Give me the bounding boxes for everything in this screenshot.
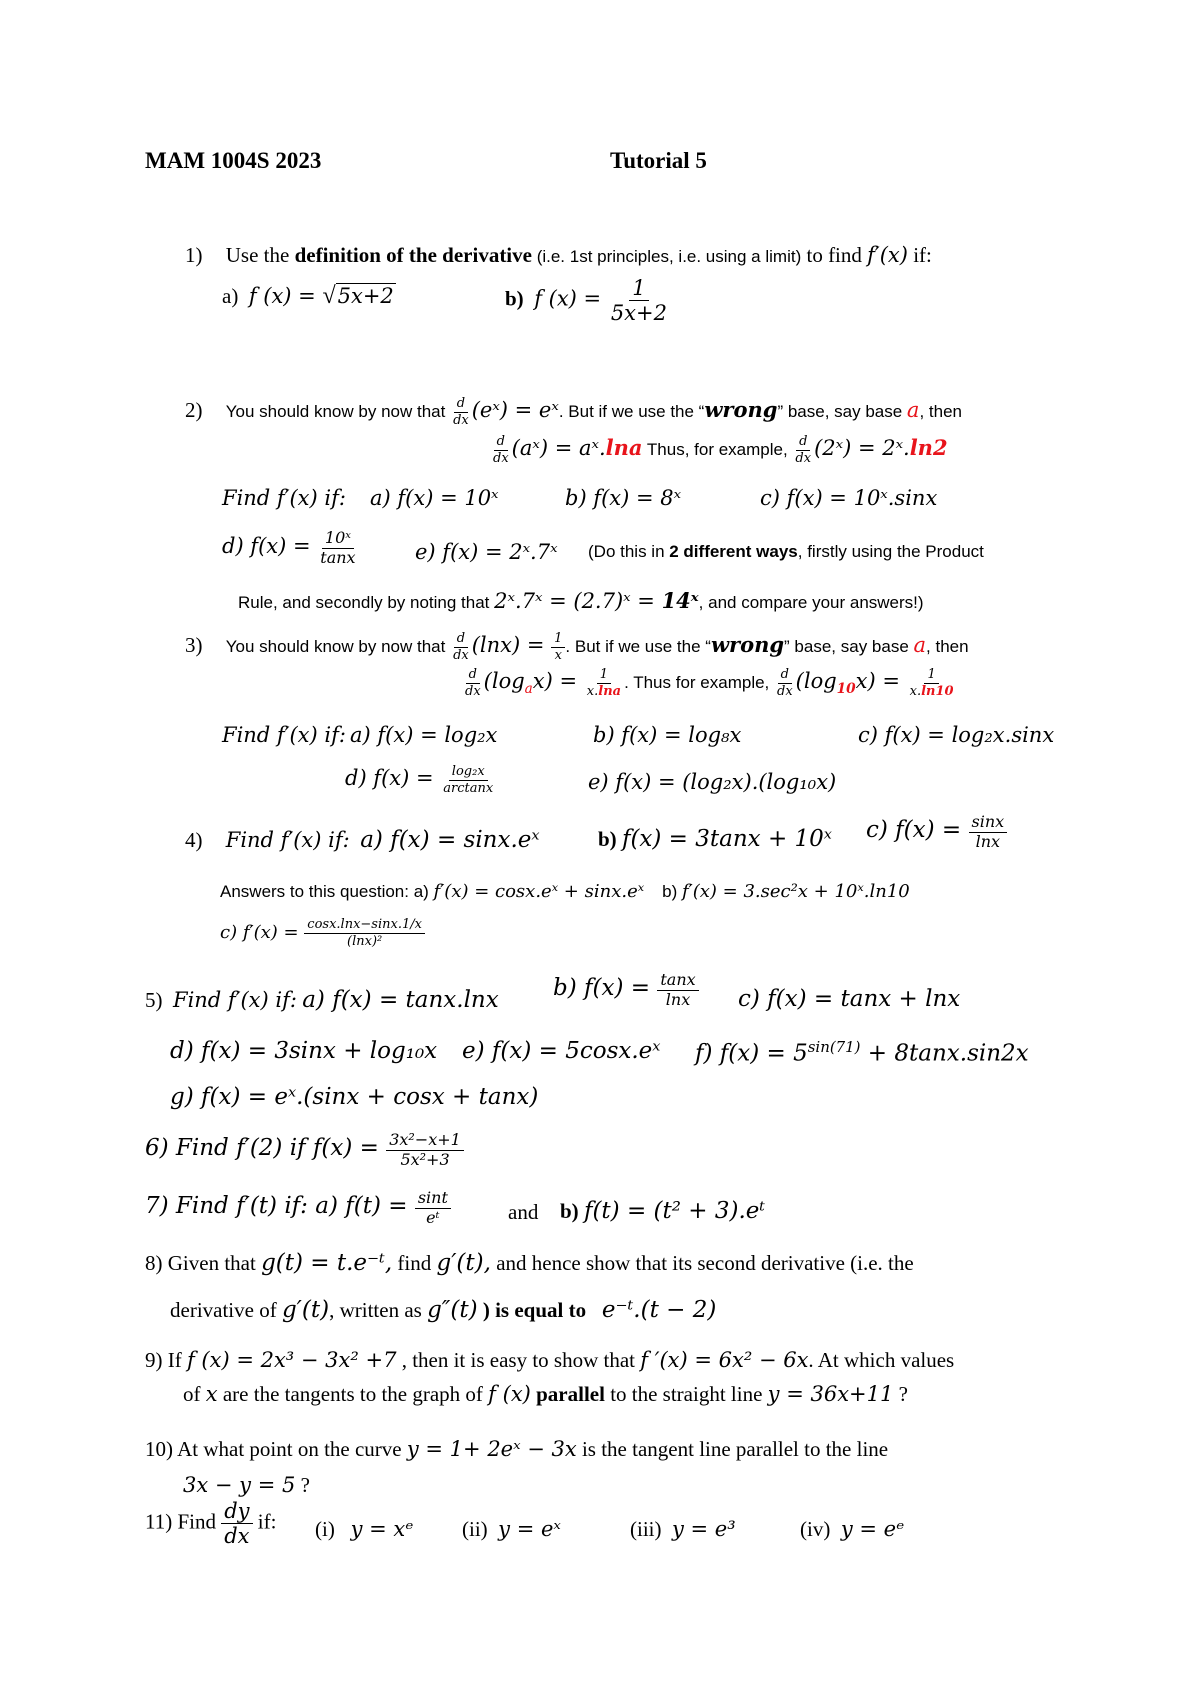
q2-l1-pre: You should know by now that (225, 402, 451, 421)
q11-line: 11) Find $\frac{dy}{dx}$ if: (145, 1499, 277, 1549)
q11-part-ii: (ii) y = eˣ (462, 1517, 561, 1541)
q5-part-d: d) f(x) = 3sinx + log₁₀x (170, 1038, 438, 1064)
q1-line1 (185, 243, 932, 268)
q2-l1-end: , then (919, 402, 962, 421)
q3-line1: 3) You should know by now that $\frac{d}{dx}$ (lnx) = $\frac{1}{x}$ . But if we use the “wrong” base, say base a, then (185, 631, 969, 663)
tutorial-title: Tutorial 5 (610, 148, 707, 173)
q3-line2: $\frac{d}{dx}$ $(\log_ax)$ = $\frac{1}{x.\ln a}$ . Thus for example, $\frac{d}{dx}$ $(\log_{10}x)$ = $\frac{1}{x.\ln 10}$ (465, 667, 954, 699)
q4-line1: 4) Find f′(x) if: a) f(x) = sinx.eˣ (185, 827, 540, 853)
q9-line1: 9) If f (x) = 2x³ − 3x² +7 , then it is easy to show that f ′(x) = 6x² − 6x. At which values (145, 1348, 955, 1372)
q3-part-b: b) f(x) = log₈x (593, 723, 742, 747)
q1-b-num: 1 (629, 277, 648, 301)
q3-number: 3) (185, 633, 203, 657)
q5-part-b: b) f(x) = $\frac{\tan x}{\ln x}$ (553, 972, 699, 1009)
q1-pre: Use the (225, 243, 295, 267)
q1-a-lhs: f (x) = (248, 284, 323, 308)
q5-part-e: e) f(x) = 5cosx.eˣ (462, 1038, 661, 1064)
q11-part-iii: (iii) y = e³ (630, 1517, 736, 1541)
q2-wrong: wrong (704, 397, 778, 422)
q5-part-f: f) $f(x) = 5^{sin(71)} + 8\tan x.\sin 2x$ (695, 1038, 1029, 1067)
q5-part-c: c) f(x) = tanx + lnx (738, 986, 961, 1012)
q2-l2-expr: (aˣ) = aˣ. (511, 436, 606, 460)
q2-l2-mid: Thus, for example, (642, 440, 793, 459)
q7-and: and (508, 1200, 539, 1224)
q1-end: if: (907, 243, 932, 267)
q2-part-a: a) f(x) = 10ˣ (370, 486, 499, 510)
q1-part-a: a) f (x) = √5x+2 (222, 283, 394, 309)
course-code: MAM 1004S 2023 (145, 148, 322, 173)
q2-part-c: c) f(x) = 10ˣ.sinx (760, 486, 938, 510)
q1-part-b (505, 277, 670, 324)
q8-line2: derivative of g′(t), written as g″(t) ) is equal to e⁻ᵗ.(t − 2) (170, 1297, 717, 1323)
q2-find: Find f′(x) if: (222, 486, 346, 510)
q2-rule-line: Rule, and secondly by noting that 2ˣ.7ˣ = (2.7)ˣ = 14ˣ, and compare your answers!) (238, 588, 924, 613)
q11-part-iv: (iv) y = eᵉ (800, 1517, 905, 1541)
q5-part-g: g) f(x) = eˣ.(sinx + cosx + tanx) (170, 1084, 539, 1110)
q2-l2-lna: lna (605, 435, 643, 460)
q2-l2-expr2: (2ˣ) = 2ˣ. (814, 436, 910, 460)
q2-l1-expr: (eˣ) = eˣ (471, 398, 559, 422)
q1-b-label: b) (505, 286, 524, 311)
q1-bold: definition of the derivative (294, 243, 532, 267)
q4-part-b: b) f(x) = 3tanx + 10ˣ (598, 826, 832, 852)
q4-answer-c: c) f′(x) = $\frac{\cos x.\ln x-\sin x.1/x}{\text{(lnx)²}}$ (220, 918, 425, 948)
q6-line: 6) Find f′(2) if f(x) = $\frac{\text{3x²−x+1}}{\text{5x²+3}}$ (145, 1132, 464, 1169)
q2-d-label: d) f(x) = (222, 534, 318, 559)
q1-a-radicand: 5x+2 (337, 284, 394, 308)
q5-line1: 5) Find f′(x) if: a) f(x) = tanx.lnx (145, 987, 499, 1013)
q2-d-den: tanx (320, 547, 356, 567)
q1-a-label: a) (222, 284, 239, 308)
q1-mid: (i.e. 1st principles, i.e. using a limit) (531, 247, 802, 266)
q7-line: 7) Find f′(t) if: a) f(t) = $\frac{\sin t}{\text{eᵗ}}$ (145, 1190, 451, 1227)
q1-number: 1) (185, 243, 203, 267)
q10-line1: 10) At what point on the curve y = 1+ 2eˣ − 3x is the tangent line parallel to the line (145, 1437, 889, 1461)
q7-part-b: b) f(t) = (t² + 3).eᵗ (560, 1198, 766, 1224)
q2-e-note: (Do this in 2 different ways, firstly using the Product (588, 542, 984, 561)
q2-part-e: e) f(x) = 2ˣ.7ˣ (415, 540, 558, 564)
q2-part-d (222, 530, 359, 567)
q10-line2: 3x − y = 5 ? (183, 1473, 310, 1497)
q2-l2-ln2: ln2 (909, 435, 948, 460)
q2-number: 2) (185, 398, 203, 422)
q3-part-a: a) f(x) = log₂x (350, 723, 498, 747)
q4-answers-line: Answers to this question: a) f′(x) = cosx.eˣ + sinx.eˣ b) f′(x) = 3.sec²x + 10ˣ.ln10 (220, 881, 910, 902)
q2-base-a: a (906, 398, 920, 422)
q8-line1: 8) Given that g(t) = t.e⁻ᵗ, find g′(t), and hence show that its second derivative (i.e. the (145, 1250, 914, 1276)
q2-line2: $\frac{d}{dx}$ (aˣ) = aˣ.lna Thus, for example, $\frac{d}{dx}$ (2ˣ) = 2ˣ.ln2 (493, 434, 948, 466)
q2-d-num: 10ˣ (322, 530, 354, 549)
q3-part-d: d) f(x) = $\frac{\text{log₂x}}{\arctan x}$ (345, 764, 494, 796)
q11-part-i: (i) y = xᵉ (315, 1517, 414, 1541)
q1-post: to find (801, 243, 868, 267)
q1-fprime: f′(x) (867, 243, 908, 267)
q2-line1: 2) You should know by now that $\frac{d}{dx}$ (eˣ) = eˣ. But if we use the “wrong” base, say base a, then (185, 396, 962, 428)
q3-part-c: c) f(x) = log₂x.sinx (858, 723, 1055, 747)
q2-l1-mid2: ” base, say base (777, 402, 907, 421)
q2-l1-mid: . But if we use the “ (558, 402, 705, 421)
q9-line2: of x are the tangents to the graph of f (x) parallel to the straight line y = 36x+11 ? (183, 1382, 908, 1406)
q2-part-b: b) f(x) = 8ˣ (565, 486, 682, 510)
q4-part-c: c) f(x) = $\frac{\sin x}{\ln x}$ (866, 814, 1007, 851)
q1-b-den: 5x+2 (610, 301, 667, 326)
q3-part-e: e) f(x) = (log₂x).(log₁₀x) (588, 770, 837, 794)
q3-find: Find f′(x) if: (222, 723, 346, 747)
q1-b-lhs: f (x) = (534, 286, 608, 311)
